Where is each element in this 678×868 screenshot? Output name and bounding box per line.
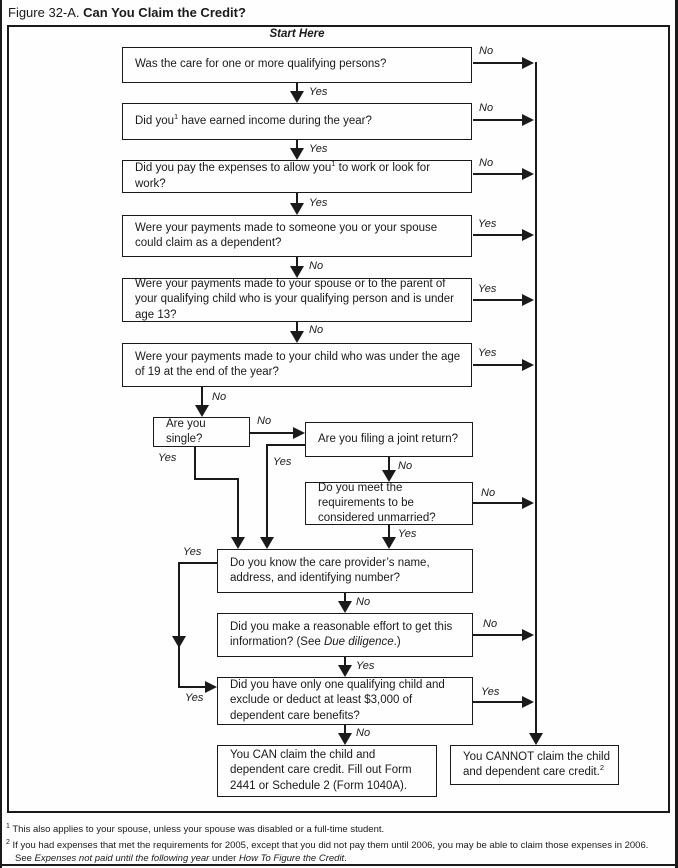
- arrowhead-q6-yes: [522, 359, 534, 371]
- connector-q7-no: [250, 432, 295, 434]
- question-text: Did you make a reasonable effort to get this information? (See Due diligence.): [230, 620, 453, 648]
- label-q10-no: No: [356, 596, 371, 608]
- arrowhead-q10-yes-mid: [172, 636, 186, 648]
- label-q7-no: No: [257, 415, 272, 427]
- arrowhead-q1-no: [522, 57, 534, 69]
- question-text: Do you meet the requirements to be considered unmarried?: [318, 481, 436, 525]
- question-text: Are you filing a joint return?: [318, 432, 458, 445]
- page-left-border: [0, 0, 2, 868]
- label-q2-no: No: [479, 102, 494, 114]
- question-box-child-under-19: [122, 343, 472, 387]
- arrowhead-q5-no: [290, 331, 304, 343]
- figure-label: Figure 32-A.: [8, 5, 80, 20]
- label-q4-yes: Yes: [478, 218, 497, 230]
- arrowhead-q2-no: [522, 114, 534, 126]
- arrowhead-q1-yes: [290, 91, 304, 103]
- result-text: You CANNOT claim the child and dependent care credit.$^2$: [463, 750, 611, 778]
- figure-title: [8, 5, 246, 20]
- question-box-reasonable-effort: [217, 613, 473, 657]
- label-q6-yes: Yes: [478, 347, 497, 359]
- start-here-label: Start Here: [269, 28, 325, 40]
- label-q4-no: No: [309, 260, 324, 272]
- arrowhead-q7-no: [293, 427, 305, 439]
- label-q12-yes: Yes: [481, 686, 500, 698]
- label-q11-yes: Yes: [356, 660, 375, 672]
- label-q1-no: No: [479, 45, 494, 57]
- question-box-qualifying-persons: [122, 47, 472, 83]
- connector-q7-yes-drop: [237, 478, 239, 539]
- label-q8-no: No: [398, 460, 413, 472]
- label-q5-no: No: [309, 324, 324, 336]
- question-box-one-qualifying-child: [217, 677, 473, 725]
- arrowhead-q9-yes: [382, 537, 396, 549]
- question-box-earned-income: [122, 103, 472, 140]
- label-q3-no: No: [479, 157, 494, 169]
- connector-q8-yes-across: [267, 444, 305, 446]
- arrowhead-q10-no: [338, 601, 352, 613]
- question-box-care-provider-info: [217, 549, 473, 593]
- label-q9-no: No: [481, 487, 496, 499]
- arrowhead-q11-no: [522, 629, 534, 641]
- label-q10-yes: Yes: [183, 546, 202, 558]
- connector-q9-no: [473, 502, 522, 504]
- connector-q10-yes-drop: [178, 562, 180, 688]
- arrowhead-q12-yes: [522, 696, 534, 708]
- footnote-2: $^2$ If you had expenses that met the requirements for 2005, except that you did not pay them until 2006, you may be able to claim those expenses in 2006.: [6, 838, 649, 851]
- question-box-are-you-single: [153, 417, 250, 447]
- connector-q2-no: [473, 119, 522, 121]
- figure-heading: Can You Claim the Credit?: [83, 5, 246, 20]
- connector-q1-no: [473, 62, 522, 64]
- label-q11-no: No: [483, 618, 498, 630]
- footnote-2-continued: See Expenses not paid until the following year under How To Figure the Credit.: [15, 853, 347, 864]
- arrowhead-q6-no: [195, 405, 209, 417]
- arrowhead-q8-yes: [260, 537, 274, 549]
- question-text: Was the care for one or more qualifying persons?: [135, 58, 387, 71]
- question-text: Were your payments made to someone you or your spouse could claim as a dependent?: [135, 221, 438, 249]
- connector-q7-yes-across: [194, 478, 239, 480]
- question-text: Are you single?: [166, 417, 206, 445]
- question-box-spouse-parent-payments: [122, 278, 472, 322]
- arrowhead-q12-no: [338, 733, 352, 745]
- connector-q7-yes-down: [194, 447, 196, 480]
- arrowhead-q2-yes: [290, 148, 304, 160]
- result-text: You CAN claim the child and dependent care credit. Fill out Form 2441 or Schedule 2 (Form 1040A).: [230, 749, 412, 792]
- arrowhead-collector-down: [529, 733, 543, 745]
- label-q9-yes: Yes: [398, 528, 417, 540]
- footnotes: [6, 822, 672, 865]
- arrowhead-q10-yes-entry: [205, 681, 217, 693]
- label-q7-yes: Yes: [158, 452, 177, 464]
- arrowhead-q11-yes: [338, 665, 352, 677]
- arrowhead-q4-yes: [522, 229, 534, 241]
- result-box-can-claim: [217, 745, 437, 797]
- label-q10-yes-entry: Yes: [185, 692, 204, 704]
- connector-q4-yes: [473, 234, 522, 236]
- arrowhead-q3-no: [522, 168, 534, 180]
- arrowhead-q4-no: [290, 266, 304, 278]
- arrowhead-q3-yes: [290, 203, 304, 215]
- connector-q6-no: [201, 387, 203, 407]
- question-text: Were your payments made to your spouse or to the parent of your qualifying child who is your qualifying person and is under age 13?: [135, 278, 454, 321]
- question-box-dependent-payments: [122, 215, 472, 257]
- label-q6-no: No: [212, 391, 227, 403]
- label-q5-yes: Yes: [478, 283, 497, 295]
- connector-q3-no: [473, 173, 522, 175]
- result-box-cannot-claim: [450, 745, 619, 785]
- connector-collector-line: [535, 62, 537, 733]
- arrowhead-q9-no: [522, 497, 534, 509]
- connector-q12-yes: [473, 701, 522, 703]
- label-q3-yes: Yes: [309, 197, 328, 209]
- footnote-1: $^1$ This also applies to your spouse, unless your spouse was disabled or a full-time student.: [6, 823, 385, 836]
- arrowhead-q8-no: [382, 470, 396, 482]
- label-q8-yes: Yes: [273, 456, 292, 468]
- connector-q8-yes-drop: [266, 444, 268, 539]
- question-text: Were your payments made to your child who was under the age of 19 at the end of the year?: [135, 350, 461, 378]
- question-box-considered-unmarried: [305, 482, 473, 525]
- question-box-expenses-to-work: [122, 160, 472, 193]
- question-text: Did you$^1$ have earned income during the year?: [135, 112, 372, 127]
- connector-q11-no: [473, 634, 522, 636]
- arrowhead-q7-yes: [231, 537, 245, 549]
- arrowhead-q5-yes: [522, 294, 534, 306]
- connector-q5-yes: [473, 299, 522, 301]
- label-q12-no: No: [356, 727, 371, 739]
- label-q2-yes: Yes: [309, 143, 328, 155]
- label-q1-yes: Yes: [309, 86, 328, 98]
- connector-q6-yes: [473, 364, 522, 366]
- question-text: Do you know the care provider’s name, address, and identifying number?: [230, 556, 430, 584]
- question-text: Did you have only one qualifying child and exclude or deduct at least $3,000 of dependent care benefits?: [230, 679, 445, 722]
- question-text: Did you pay the expenses to allow you$^1$ to work or look for work?: [135, 159, 431, 190]
- question-box-joint-return: [305, 422, 473, 457]
- connector-q10-yes-exit: [179, 562, 217, 564]
- connector-q10-yes-entry: [178, 686, 205, 688]
